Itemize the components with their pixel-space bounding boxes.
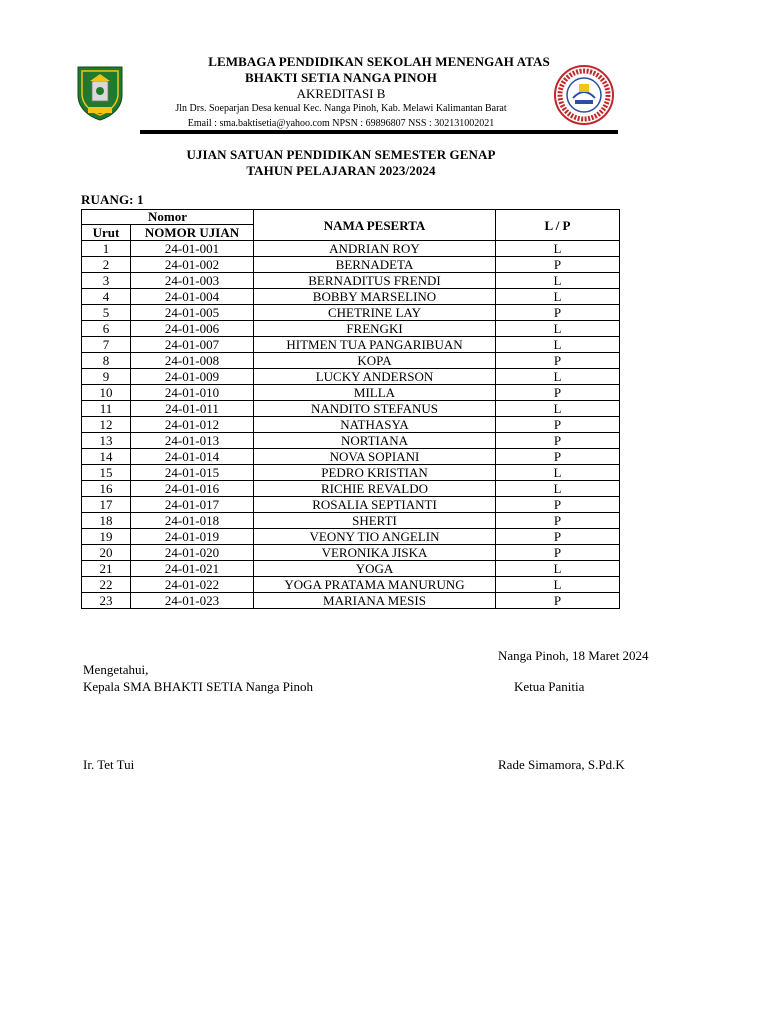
cell-gender: L xyxy=(496,561,620,577)
accreditation: AKREDITASI B xyxy=(296,86,386,101)
cell-nama-peserta: FRENGKI xyxy=(254,321,496,337)
cell-urut: 23 xyxy=(82,593,131,609)
table-row xyxy=(82,417,620,433)
cell-nomor-ujian: 24-01-019 xyxy=(131,529,254,545)
principal-name: Ir. Tet Tui xyxy=(83,757,135,772)
table-row xyxy=(82,561,620,577)
cell-nomor-ujian: 24-01-016 xyxy=(131,481,254,497)
cell-nama-peserta: PEDRO KRISTIAN xyxy=(254,465,496,481)
cell-urut: 8 xyxy=(82,353,131,369)
school-address: Jln Drs. Soeparjan Desa kenual Kec. Nanga Pinoh, Kab. Melawi Kalimantan Barat xyxy=(175,103,507,114)
table-row xyxy=(82,577,620,593)
cell-nama-peserta: RICHIE REVALDO xyxy=(254,481,496,497)
cell-urut: 16 xyxy=(82,481,131,497)
cell-gender: L xyxy=(496,321,620,337)
cell-gender: L xyxy=(496,401,620,417)
cell-nomor-ujian: 24-01-011 xyxy=(131,401,254,417)
cell-urut: 20 xyxy=(82,545,131,561)
cell-nomor-ujian: 24-01-010 xyxy=(131,385,254,401)
cell-urut: 3 xyxy=(82,273,131,289)
cell-nomor-ujian: 24-01-006 xyxy=(131,321,254,337)
cell-nomor-ujian: 24-01-018 xyxy=(131,513,254,529)
cell-gender: P xyxy=(496,353,620,369)
cell-gender: P xyxy=(496,593,620,609)
table-row xyxy=(82,481,620,497)
cell-gender: P xyxy=(496,449,620,465)
table-row xyxy=(82,593,620,609)
cell-nomor-ujian: 24-01-009 xyxy=(131,369,254,385)
cell-gender: P xyxy=(496,385,620,401)
cell-gender: P xyxy=(496,545,620,561)
table-row xyxy=(82,497,620,513)
cell-nomor-ujian: 24-01-004 xyxy=(131,289,254,305)
cell-gender: L xyxy=(496,481,620,497)
cell-urut: 2 xyxy=(82,257,131,273)
table-row xyxy=(82,513,620,529)
cell-nama-peserta: VEONY TIO ANGELIN xyxy=(254,529,496,545)
table-row xyxy=(82,257,620,273)
cell-nomor-ujian: 24-01-005 xyxy=(131,305,254,321)
header-nama-peserta: NAMA PESERTA xyxy=(254,210,496,241)
institution-name: LEMBAGA PENDIDIKAN SEKOLAH MENENGAH ATAS xyxy=(208,54,550,69)
cell-nomor-ujian: 24-01-023 xyxy=(131,593,254,609)
cell-gender: L xyxy=(496,273,620,289)
cell-nomor-ujian: 24-01-002 xyxy=(131,257,254,273)
cell-urut: 10 xyxy=(82,385,131,401)
cell-urut: 13 xyxy=(82,433,131,449)
exam-title: UJIAN SATUAN PENDIDIKAN SEMESTER GENAP xyxy=(186,147,496,162)
cell-nomor-ujian: 24-01-007 xyxy=(131,337,254,353)
exam-year: TAHUN PELAJARAN 2023/2024 xyxy=(246,163,436,178)
cell-nama-peserta: SHERTI xyxy=(254,513,496,529)
table-row xyxy=(82,369,620,385)
cell-gender: P xyxy=(496,513,620,529)
cell-nama-peserta: NATHASYA xyxy=(254,417,496,433)
cell-nomor-ujian: 24-01-013 xyxy=(131,433,254,449)
table-row xyxy=(82,401,620,417)
cell-nama-peserta: VERONIKA JISKA xyxy=(254,545,496,561)
table-row xyxy=(82,385,620,401)
table-row xyxy=(82,465,620,481)
table-row xyxy=(82,273,620,289)
header-nomor: Nomor xyxy=(82,210,254,225)
table-row xyxy=(82,433,620,449)
cell-gender: L xyxy=(496,577,620,593)
cell-nomor-ujian: 24-01-022 xyxy=(131,577,254,593)
cell-urut: 17 xyxy=(82,497,131,513)
cell-gender: L xyxy=(496,465,620,481)
table-row xyxy=(82,321,620,337)
cell-urut: 12 xyxy=(82,417,131,433)
participant-table xyxy=(81,209,620,609)
cell-nama-peserta: NOVA SOPIANI xyxy=(254,449,496,465)
cell-nomor-ujian: 24-01-003 xyxy=(131,273,254,289)
table-row xyxy=(82,305,620,321)
table-row xyxy=(82,545,620,561)
cell-nama-peserta: ANDRIAN ROY xyxy=(254,241,496,257)
cell-gender: P xyxy=(496,417,620,433)
acknowledged-label: Mengetahui, xyxy=(83,662,149,677)
table-row xyxy=(82,353,620,369)
regency-emblem-icon xyxy=(74,65,126,121)
header-gender: L / P xyxy=(496,210,620,241)
header-divider xyxy=(140,130,618,134)
school-contact: Email : sma.baktisetia@yahoo.com NPSN : 69896807 NSS : 302131002021 xyxy=(187,118,495,129)
principal-title: Kepala SMA BHAKTI SETIA Nanga Pinoh xyxy=(83,679,314,694)
cell-urut: 9 xyxy=(82,369,131,385)
header-nomor-ujian: NOMOR UJIAN xyxy=(131,225,254,241)
cell-urut: 19 xyxy=(82,529,131,545)
cell-nama-peserta: BERNADETA xyxy=(254,257,496,273)
cell-urut: 6 xyxy=(82,321,131,337)
table-row xyxy=(82,337,620,353)
cell-nama-peserta: BOBBY MARSELINO xyxy=(254,289,496,305)
cell-nomor-ujian: 24-01-001 xyxy=(131,241,254,257)
committee-name: Rade Simamora, S.Pd.K xyxy=(498,757,625,772)
cell-urut: 1 xyxy=(82,241,131,257)
cell-urut: 5 xyxy=(82,305,131,321)
header-urut: Urut xyxy=(82,225,131,241)
cell-urut: 4 xyxy=(82,289,131,305)
cell-nama-peserta: ROSALIA SEPTIANTI xyxy=(254,497,496,513)
cell-urut: 11 xyxy=(82,401,131,417)
cell-nomor-ujian: 24-01-021 xyxy=(131,561,254,577)
cell-gender: P xyxy=(496,433,620,449)
cell-nama-peserta: NORTIANA xyxy=(254,433,496,449)
cell-urut: 14 xyxy=(82,449,131,465)
cell-nama-peserta: NANDITO STEFANUS xyxy=(254,401,496,417)
cell-nomor-ujian: 24-01-020 xyxy=(131,545,254,561)
cell-urut: 18 xyxy=(82,513,131,529)
cell-nama-peserta: KOPA xyxy=(254,353,496,369)
cell-gender: P xyxy=(496,529,620,545)
cell-gender: L xyxy=(496,337,620,353)
cell-urut: 15 xyxy=(82,465,131,481)
cell-gender: P xyxy=(496,305,620,321)
cell-nomor-ujian: 24-01-014 xyxy=(131,449,254,465)
school-seal-icon xyxy=(553,64,615,126)
cell-nama-peserta: YOGA PRATAMA MANURUNG xyxy=(254,577,496,593)
cell-nomor-ujian: 24-01-012 xyxy=(131,417,254,433)
table-row xyxy=(82,529,620,545)
cell-gender: L xyxy=(496,241,620,257)
cell-gender: P xyxy=(496,497,620,513)
cell-gender: L xyxy=(496,289,620,305)
room-label: RUANG: 1 xyxy=(81,192,144,207)
cell-nama-peserta: CHETRINE LAY xyxy=(254,305,496,321)
school-name: BHAKTI SETIA NANGA PINOH xyxy=(244,70,438,85)
cell-nomor-ujian: 24-01-008 xyxy=(131,353,254,369)
cell-urut: 21 xyxy=(82,561,131,577)
cell-nama-peserta: MILLA xyxy=(254,385,496,401)
table-row xyxy=(82,449,620,465)
cell-nama-peserta: BERNADITUS FRENDI xyxy=(254,273,496,289)
participant-rows xyxy=(82,241,620,609)
cell-nama-peserta: LUCKY ANDERSON xyxy=(254,369,496,385)
cell-nama-peserta: HITMEN TUA PANGARIBUAN xyxy=(254,337,496,353)
cell-urut: 7 xyxy=(82,337,131,353)
table-row xyxy=(82,289,620,305)
cell-urut: 22 xyxy=(82,577,131,593)
table-row xyxy=(82,241,620,257)
committee-title: Ketua Panitia xyxy=(514,679,585,694)
cell-nama-peserta: MARIANA MESIS xyxy=(254,593,496,609)
cell-gender: P xyxy=(496,257,620,273)
cell-gender: L xyxy=(496,369,620,385)
cell-nomor-ujian: 24-01-015 xyxy=(131,465,254,481)
cell-nomor-ujian: 24-01-017 xyxy=(131,497,254,513)
place-date: Nanga Pinoh, 18 Maret 2024 xyxy=(498,648,649,663)
cell-nama-peserta: YOGA xyxy=(254,561,496,577)
